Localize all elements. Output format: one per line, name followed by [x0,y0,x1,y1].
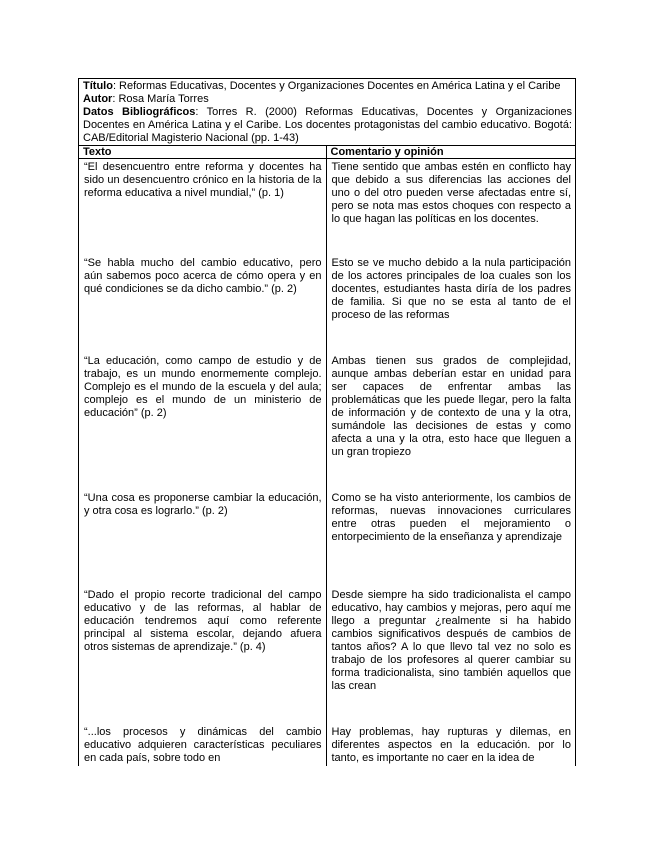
table-row [79,353,575,490]
comentario-cell: Hay problemas, hay rupturas y dilemas, en diferentes aspectos en la educación. por lo tanto, es importante no caer en la idea de [326,724,575,766]
comentario-cell: Como se ha visto anteriormente, los cambios de reformas, nuevas innovaciones curriculares entre otras pueden el mejoramiento o entorpecimiento de la enseñanza y aprendizaje [326,490,575,587]
notes-table [79,145,575,766]
document-page [78,78,576,766]
biblio-line [83,106,572,145]
texto-cell: “Dado el propio recorte tradicional del campo educativo y de las reformas, al hablar de educación tendremos aquí como referente principal al sistema escolar, dejando afuera otros sistemas de aprendizaje.” (p. 4) [84,589,322,653]
column-header-texto: Texto [79,146,326,159]
comentario-cell: Esto se ve mucho debido a la nula participación de los actores principales de loa cuales son los docentes, estudiantes hasta diría de los padres de familia. Si que no se esta al tanto de el proceso de las reformas [326,255,575,353]
title-line [83,80,572,93]
table-row [79,724,575,766]
texto-cell: “...los procesos y dinámicas del cambio educativo adquieren características peculiares en cada país, sobre todo en [84,726,322,764]
texto-cell: “La educación, como campo de estudio y de trabajo, es un mundo enormemente complejo. Complejo es el mundo de la escuela y del aula; complejo es el mundo de un ministerio de educación” (p. 2) [84,355,322,419]
comentario-cell: Tiene sentido que ambas estén en conflicto hay que debido a sus diferencias las acciones del uno o del otro pueden verse afectadas entre sí, pero se nota mas estos choques con respecto a lo que hagan las políticas en los docentes. [326,159,575,256]
comentario-cell: Desde siempre ha sido tradicionalista el campo educativo, hay cambios y mejoras, pero aquí me llego a preguntar ¿realmente si ha habido cambios significativos después de cambios de tantos años? A lo que llevo tal vez no solo es trabajo de los profesores al querer cambiar su forma tradicionalista, sino también aquellos que las crean [326,587,575,724]
table-header-row [79,146,575,159]
title-value: : Reformas Educativas, Docentes y Organizaciones Docentes en América Latina y el Caribe [112,80,561,92]
texto-cell: “Una cosa es proponerse cambiar la educación, y otra cosa es lograrlo.” (p. 2) [84,492,322,517]
comentario-cell: Ambas tienen sus grados de complejidad, aunque ambas deberían estar en unidad para ser capaces de enfrentar ambas las problemáticas que les puede llegar, pero la falta de información y de contexto de una y la otra, sumándole las decisiones de estas y como afecta a una y la otra, esto hace que lleguen a un gran tropiezo [326,353,575,490]
title-label: Título [83,80,113,92]
author-label: Autor [83,93,113,105]
biblio-label: Datos Bibliográficos [83,106,196,118]
biblio-value: : Torres R. (2000) Reformas Educativas, Docentes y Organizaciones Docentes en América Latina y el Caribe. Los docentes protagonistas del cambio educativo. Bogotá: CAB/Editorial Magisterio Nacional (pp. 1-43) [83,106,572,144]
table-row [79,159,575,256]
table-row [79,255,575,353]
author-value: : Rosa María Torres [112,93,209,105]
author-line [83,93,572,106]
column-header-comentario: Comentario y opinión [326,146,575,159]
table-row [79,587,575,724]
texto-cell: “El desencuentro entre reforma y docentes ha sido un desencuentro crónico en la historia de la reforma educativa a nivel mundial,” (p. 1) [84,161,322,199]
document-header [79,79,575,145]
table-row [79,490,575,587]
texto-cell: “Se habla mucho del cambio educativo, pero aún sabemos poco acerca de cómo opera y en qué condiciones se da dicho cambio.” (p. 2) [84,257,322,295]
